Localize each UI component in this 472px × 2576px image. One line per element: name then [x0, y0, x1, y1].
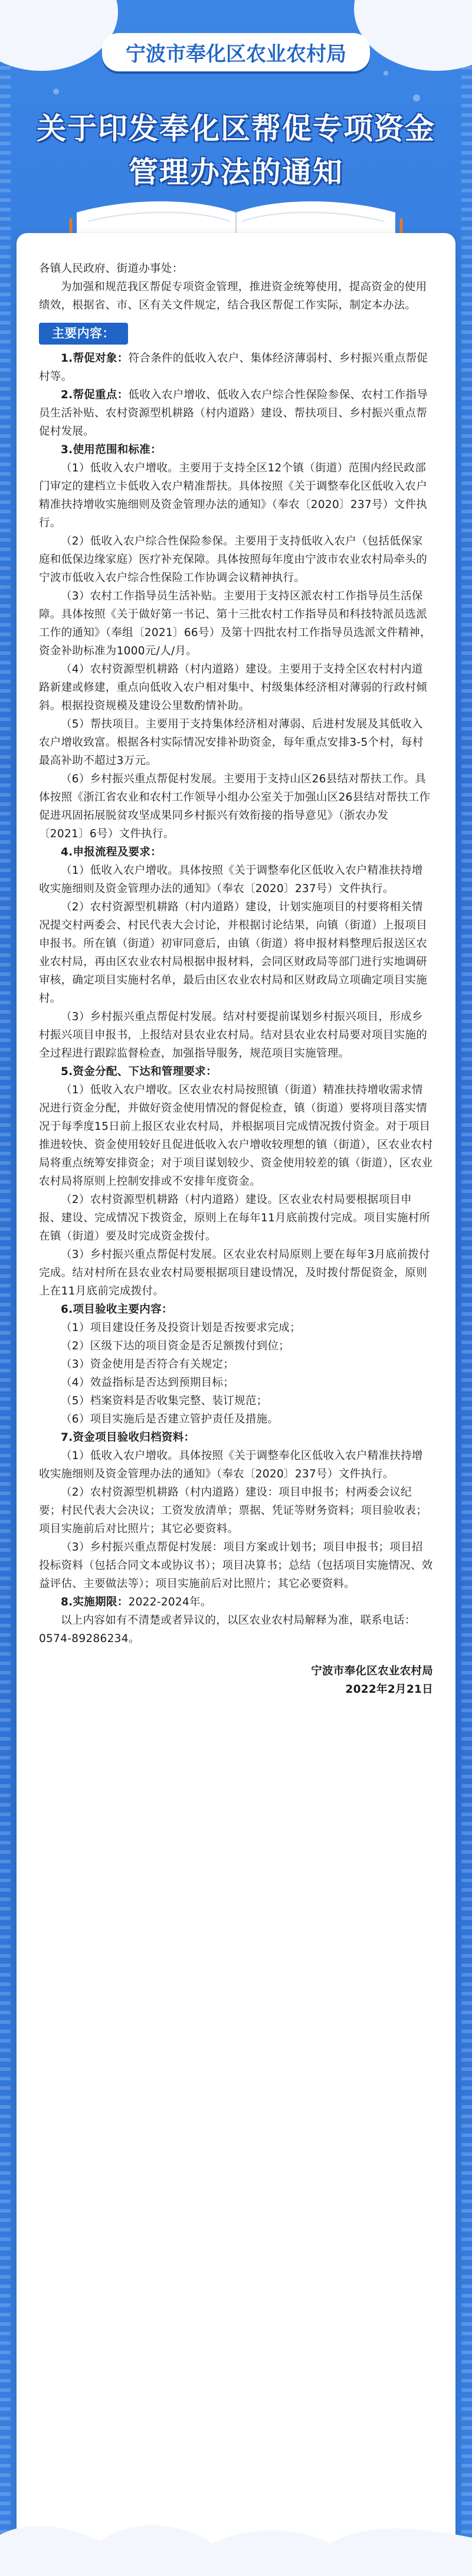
section-8-title: 8.实施期限：	[61, 1596, 129, 1608]
document-body	[39, 260, 433, 1699]
closing-paragraph: 以上内容如有不清楚或者异议的，以区农业农村局解释为准，联系电话：0574-89286234。	[39, 1614, 416, 1645]
section-3-title: 3.使用范围和标准：	[61, 444, 162, 456]
page-title-line2: 管理办法的通知	[129, 155, 343, 189]
header	[0, 0, 472, 260]
section-5-title: 5.资金分配、下达和管理要求：	[61, 1066, 217, 1078]
section-4-title: 4.申报流程及要求：	[61, 846, 162, 858]
section-5-item: （2）农村资源型机耕路（村内道路）建设。区农业农村局要根据项目申报、建设、完成情况下拨资金，原则上在每年11月底前拨付完成。项目实施村所在镇（街道）要及时完成资金拨付。	[39, 1194, 431, 1243]
section-5-item: （3）乡村振兴重点帮促村发展。区农业农村局原则上要在每年3月底前拨付完成。结对村所在县农业农村局要根据项目建设情况，及时拨付帮促资金，原则上在11月底前完成拨付。	[39, 1248, 430, 1297]
cloud-decor	[0, 0, 118, 71]
section-6-item: （1）项目建设任务及投资计划是否按要求完成；	[61, 1322, 301, 1334]
intro-paragraph: 为加强和规范我区帮促专项资金管理，推进资金统筹使用，提高资金的使用绩效，根据省、市、区有关文件规定，结合我区帮促工作实际，制定本办法。	[39, 281, 427, 312]
section-1-text: 符合条件的低收入农户、集体经济薄弱村、乡村振兴重点帮促村等。	[39, 352, 428, 383]
section-3-item: （2）低收入农户综合性保险参保。主要用于支持低收入农户（包括低保家庭和低保边缘家庭）医疗补充保障。具体按照每年度由宁波市农业农村局牵头的宁波市低收入农户综合性保险工作协调会议精神执行。	[39, 535, 428, 584]
salutation: 各镇人民政府、街道办事处：	[39, 263, 183, 275]
section-3-item: （5）帮扶项目。主要用于支持集体经济相对薄弱、后进村发展及其低收入农户增收致富。根据各村实际情况安排补助资金，每年重点安排3-5个村，每村最高补助不超过3万元。	[39, 718, 424, 767]
section-6-item: （4）效益指标是否达到预期目标；	[61, 1377, 235, 1389]
dot-decor	[384, 71, 388, 76]
page-title-line1: 关于印发奉化区帮促专项资金	[37, 112, 435, 146]
section-6-item: （3）资金使用是否符合有关规定；	[61, 1358, 235, 1371]
section-3-item: （4）农村资源型机耕路（村内道路）建设。主要用于支持全区农村村内道路新建或修建，重点向低收入农户相对集中、村级集体经济相对薄弱的行政村倾斜。根据投资规模及建设公里数酌情补助。	[39, 663, 428, 712]
section-1-title: 1.帮促对象：	[61, 352, 129, 365]
section-3-item: （6）乡村振兴重点帮促村发展。主要用于支持山区26县结对帮扶工作。具体按照《浙江省农业和农村工作领导小组办公室关于加强山区26县结对帮扶工作 促进巩固拓展脱贫攻坚成果同乡村振兴有效衔接的指导意见》（浙农办发〔2021〕6号）文件执行。	[39, 773, 431, 840]
section-8-text: 2022-2024年。	[128, 1596, 212, 1608]
section-7-title: 7.资金项目验收归档资料：	[61, 1431, 195, 1444]
section-4-item: （1）低收入农户增收。具体按照《关于调整奉化区低收入农户精准扶持增收实施细则及资金管理办法的通知》（奉农〔2020〕237号）文件执行。	[39, 864, 423, 895]
section-7-item: （3）乡村振兴重点帮促村发展：项目方案或计划书；项目申报书；项目招投标资料（包括合同文本或协议书）；项目决算书；总结（包括项目实施情况、效益评估、主要做法等）；项目实施前后对比照片；其它必要资料。	[39, 1541, 433, 1590]
signature-org: 宁波市奉化区农业农村局	[311, 1665, 433, 1677]
section-8	[39, 1593, 433, 1611]
section-2	[39, 386, 433, 441]
section-6-item: （5）档案资料是否收集完整、装订规范；	[61, 1395, 268, 1407]
section-2-text: 低收入农户增收、低收入农户综合性保险参保、农村工作指导员生活补贴、农村资源型机耕路（村内道路）建设、帮扶项目、乡村振兴重点帮促村发展。	[39, 389, 428, 438]
section-3-item: （3）农村工作指导员生活补贴。主要用于支持区派农村工作指导员生活保障。具体按照《关于做好第一书记、第十三批农村工作指导员和科技特派员选派工作的通知》（奉组〔2021〕66号）及第十四批农村工作指导员选派文件精神，资金补助标准为1000元/人/月。	[39, 590, 431, 657]
cloud-decor	[354, 0, 472, 71]
section-4-item: （3）乡村振兴重点帮促村发展。结对村要提前谋划乡村振兴项目，形成乡村振兴项目申报书，上报结对县农业农村局。结对县农业农村局要对项目实施的全过程进行跟踪监督检查，加强指导服务，规范项目实施管理。	[39, 1011, 428, 1060]
section-2-title: 2.帮促重点：	[61, 389, 129, 401]
section-7-item: （1）低收入农户增收。具体按照《关于调整奉化区低收入农户精准扶持增收实施细则及资金管理办法的通知》（奉农〔2020〕237号）文件执行。	[39, 1450, 423, 1480]
section-6-item: （2）区级下达的项目资金是否足额拨付到位；	[61, 1340, 290, 1352]
section-6-item: （6）项目实施后是否建立管护责任及措施。	[61, 1413, 279, 1425]
footer-cloud-decor	[0, 2493, 472, 2576]
dot-decor	[413, 94, 420, 101]
left-decor-strip	[0, 0, 11, 2576]
signature-date: 2022年2月21日	[345, 1683, 433, 1696]
section-4-item: （2）农村资源型机耕路（村内道路）建设，计划实施项目的村要将相关情况提交村两委会、村民代表大会讨论，并根据讨论结果，向镇（街道）上报项目申报书。所在镇（街道）初审同意后，由镇（街道）将申报材料整理后报送区农业农村局，再由区农业农村局根据申报材料，会同区财政局等部门进行实地调研审核，确定项目实施村名单，最后由区农业农村局和区财政局立项确定项目实施村。	[39, 901, 428, 1005]
section-7-item: （2）农村资源型机耕路（村内道路）建设：项目申报书；村两委会议纪要；村民代表大会决议；工资发放清单；票据、凭证等财务资料；项目验收表；项目实施前后对比照片；其它必要资料。	[39, 1486, 428, 1535]
dot-decor	[53, 89, 59, 94]
section-1	[39, 349, 433, 386]
bureau-banner: 宁波市奉化区农业农村局	[102, 33, 370, 71]
main-content-tag: 主要内容：	[39, 323, 128, 345]
section-3-item: （1）低收入农户增收。主要用于支持全区12个镇（街道）范围内经民政部门审定的建档立卡低收入农户精准帮扶。具体按照《关于调整奉化区低收入农户精准扶持增收实施细则及资金管理办法的通知》（奉农〔2020〕237号）文件执行。	[39, 462, 428, 529]
section-6-title: 6.项目验收主要内容：	[61, 1303, 173, 1316]
right-decor-strip	[461, 0, 472, 2576]
section-5-item: （1）低收入农户增收。区农业农村局按照镇（街道）精准扶持增收需求情况进行资金分配，并做好资金使用情况的督促检查，镇（街道）要将项目落实情况于每季度15日前上报区农业农村局，并根据项目完成情况拨付资金。对于项目推进较快、资金使用较好且促进低收入农户增收较理想的镇（街道），区农业农村局将重点统筹安排资金；对于项目谋划较少、资金使用较差的镇（街道），区农业农村局将原则上控制安排或不安排年度资金。	[39, 1084, 433, 1188]
